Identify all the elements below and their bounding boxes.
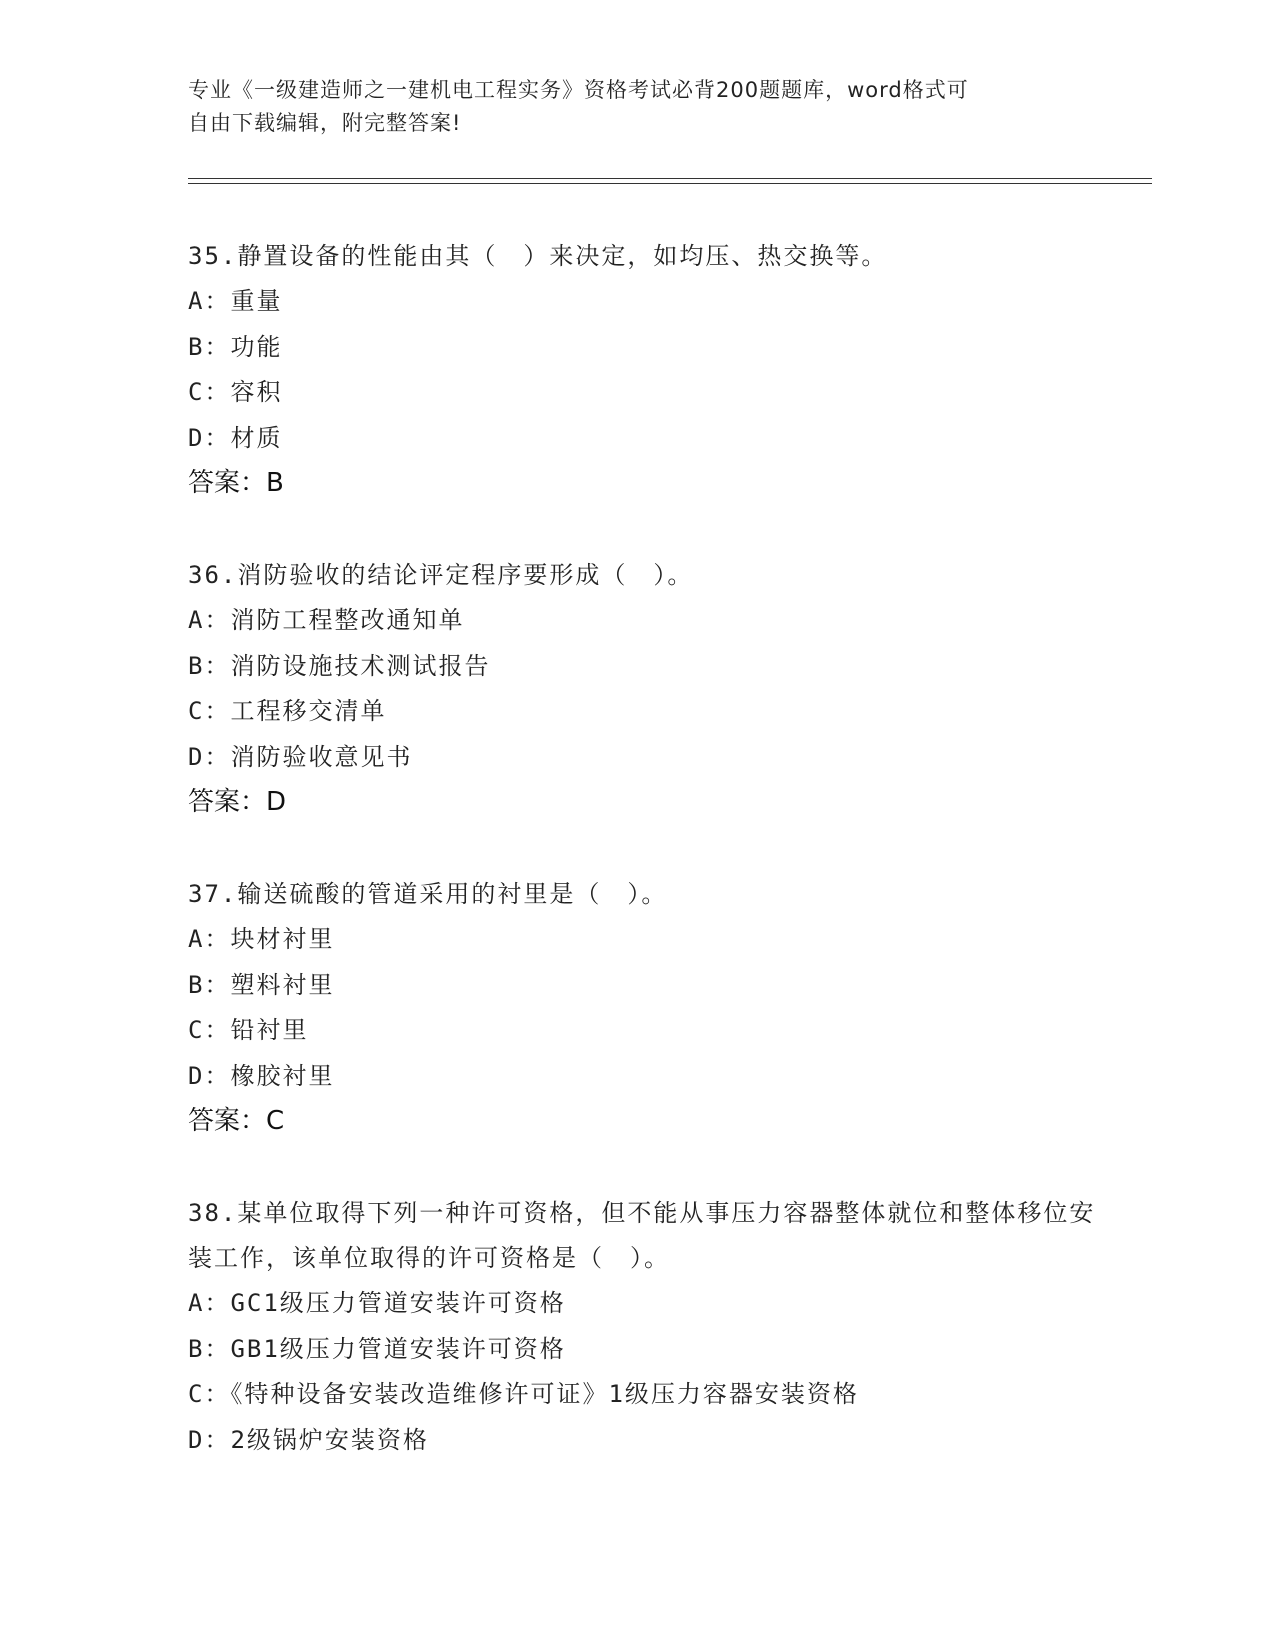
- header-divider-bottom: [188, 183, 1152, 184]
- header-line-1: 专业《一级建造师之一建机电工程实务》资格考试必背200题题库，word格式可: [188, 78, 969, 102]
- option-d: D：消防验收意见书: [188, 742, 413, 771]
- option-d: D：橡胶衬里: [188, 1061, 335, 1090]
- question-38: [188, 1191, 1108, 1463]
- header-divider-top: [188, 178, 1152, 179]
- option-b: B：塑料衬里: [188, 970, 335, 999]
- question-36: [188, 553, 1108, 825]
- answer: 答案：C: [188, 1106, 285, 1136]
- option-d: D：2级锅炉安装资格: [188, 1425, 429, 1454]
- option-d: D：材质: [188, 423, 283, 452]
- answer: 答案：D: [188, 787, 287, 817]
- option-c: C：工程移交清单: [188, 697, 387, 725]
- option-b: B：消防设施技术测试报告: [188, 651, 491, 680]
- question-35: [188, 234, 1108, 506]
- option-a: A：GC1级压力管道安装许可资格: [188, 1289, 566, 1317]
- option-c: C：铅衬里: [188, 1016, 309, 1044]
- question-stem: 37.输送硫酸的管道采用的衬里是（ ）。: [188, 880, 668, 908]
- option-c: C：《特种设备安装改造维修许可证》1级压力容器安装资格: [188, 1380, 859, 1408]
- question-stem: 38.某单位取得下列一种许可资格，但不能从事压力容器整体就位和整体移位安装工作，该单位取得的许可资格是（ ）。: [188, 1199, 1096, 1272]
- option-b: B：功能: [188, 332, 283, 361]
- question-37: [188, 872, 1108, 1144]
- option-a: A：块材衬里: [188, 925, 335, 953]
- document-header: [188, 74, 1078, 140]
- option-b: B：GB1级压力管道安装许可资格: [188, 1334, 566, 1363]
- option-a: A：消防工程整改通知单: [188, 606, 465, 634]
- option-a: A：重量: [188, 287, 283, 315]
- option-c: C：容积: [188, 378, 283, 406]
- question-stem: 35.静置设备的性能由其（ ）来决定，如均压、热交换等。: [188, 242, 888, 270]
- answer: 答案：B: [188, 468, 284, 498]
- header-line-2: 自由下载编辑，附完整答案!: [188, 111, 462, 135]
- question-stem: 36.消防验收的结论评定程序要形成（ ）。: [188, 561, 694, 589]
